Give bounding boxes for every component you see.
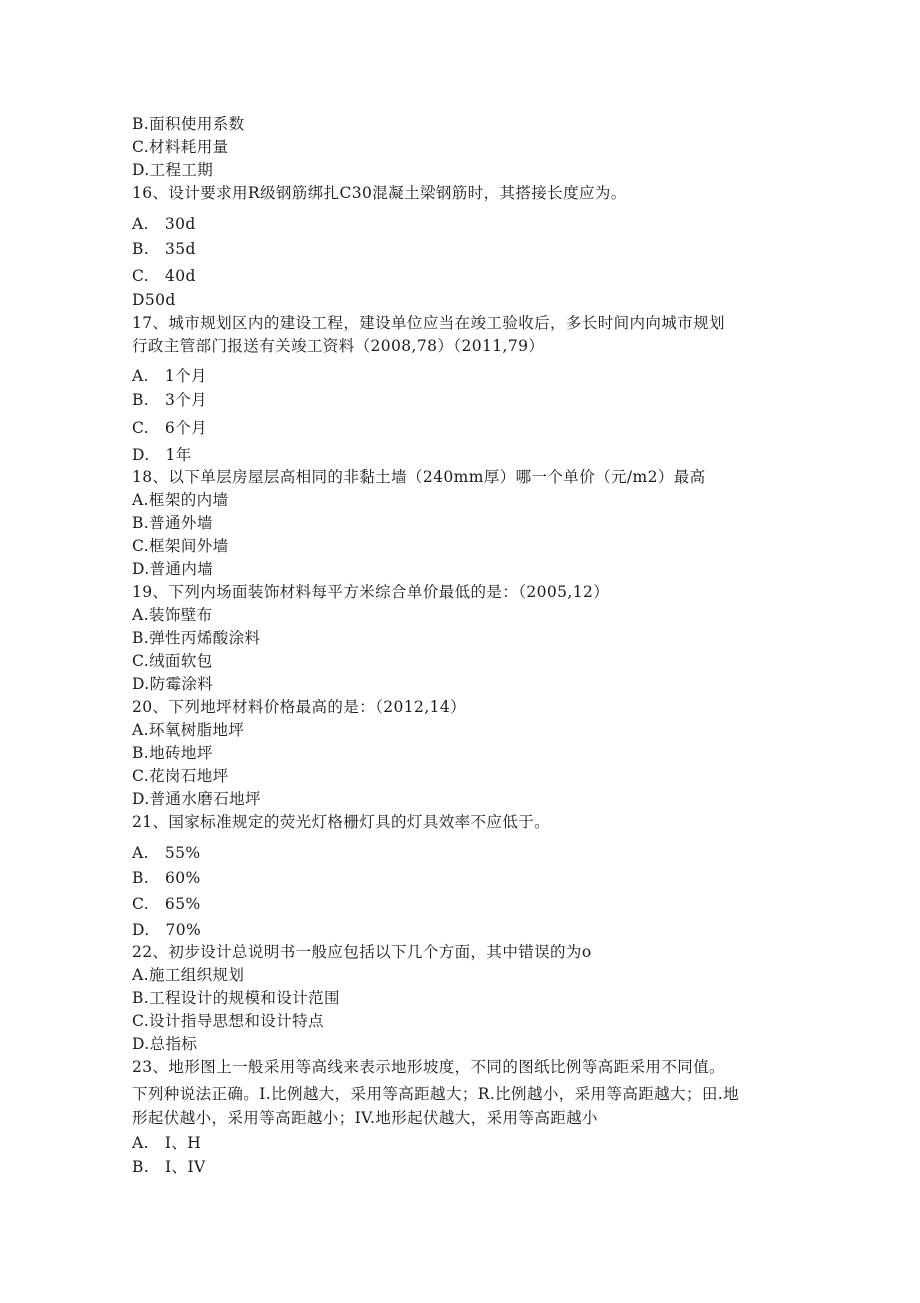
option-a-19: A.装饰壁布 [132,606,213,624]
question-17-line-2: 行政主管部门报送有关竣工资料（2008,78）（2011,79） [132,337,545,355]
option-d-21: D. 70% [132,921,202,939]
option-d-19: D.防霉涂料 [132,675,214,693]
option-c-15: C.材料耗用量 [132,138,229,156]
option-d-15: D.工程工期 [132,161,214,179]
option-b-18: B.普通外墙 [132,514,213,532]
option-d-20: D.普通水磨石地坪 [132,790,261,808]
option-d-18: D.普通内墙 [132,560,214,578]
option-c-18: C.框架间外墙 [132,537,229,555]
option-b-21: B. 60% [132,869,201,887]
question-22: 22、初步设计总说明书一般应包括以下几个方面，其中错误的为o [132,943,592,961]
question-23-line-1: 23、地形图上一般采用等高线来表示地形坡度，不同的图纸比例等高距采用不同值。 [132,1058,725,1076]
option-c-22: C.设计指导思想和设计特点 [132,1012,324,1030]
option-b-22: B.工程设计的规模和设计范围 [132,989,340,1007]
option-b-20: B.地砖地坪 [132,744,213,762]
option-a-23: A. I、H [132,1134,202,1152]
option-b-15: B.面积使用系数 [132,115,245,133]
option-b-17: B. 3个月 [132,391,208,409]
option-d-22: D.总指标 [132,1035,198,1053]
option-a-20: A.环氧树脂地坪 [132,721,245,739]
option-c-20: C.花岗石地坪 [132,767,229,785]
option-c-21: C. 65% [132,895,201,913]
question-21: 21、国家标准规定的荧光灯格栅灯具的灯具效率不应低于。 [132,813,551,831]
question-16: 16、设计要求用R级钢筋绑扎C30混凝土梁钢筋时，其搭接长度应为。 [132,184,627,202]
option-b-16: B. 35d [132,240,196,258]
question-23-line-3: 形起伏越小，采用等高距越小；IV.地形起伏越大，采用等高距越小 [132,1109,598,1127]
question-17-line-1: 17、城市规划区内的建设工程，建设单位应当在竣工验收后，多长时间内向城市规划 [132,314,725,332]
option-a-18: A.框架的内墙 [132,491,229,509]
option-a-22: A.施工组织规划 [132,966,245,984]
option-c-17: C. 6个月 [132,419,207,437]
option-a-17: A. 1个月 [132,367,207,385]
option-b-23: B. I、IV [132,1158,206,1176]
option-a-16: A. 30d [132,215,196,233]
option-b-19: B.弹性丙烯酸涂料 [132,629,261,647]
option-c-19: C.绒面软包 [132,652,213,670]
question-18: 18、以下单层房屋层高相同的非黏土墙（240mm厚）哪一个单价（元/m2）最高 [132,468,706,486]
option-d-16: D50d [132,291,176,309]
option-c-16: C. 40d [132,267,196,285]
question-19: 19、下列内场面装饰材料每平方米综合单价最低的是：（2005,12） [132,583,610,601]
question-23-line-2: 下列种说法正确。I.比例越大，采用等高距越大；R.比例越小，采用等高距越大；田.地 [132,1085,739,1103]
question-20: 20、下列地坪材料价格最高的是：（2012,14） [132,698,467,716]
option-a-21: A. 55% [132,844,201,862]
option-d-17: D. 1年 [132,446,192,464]
